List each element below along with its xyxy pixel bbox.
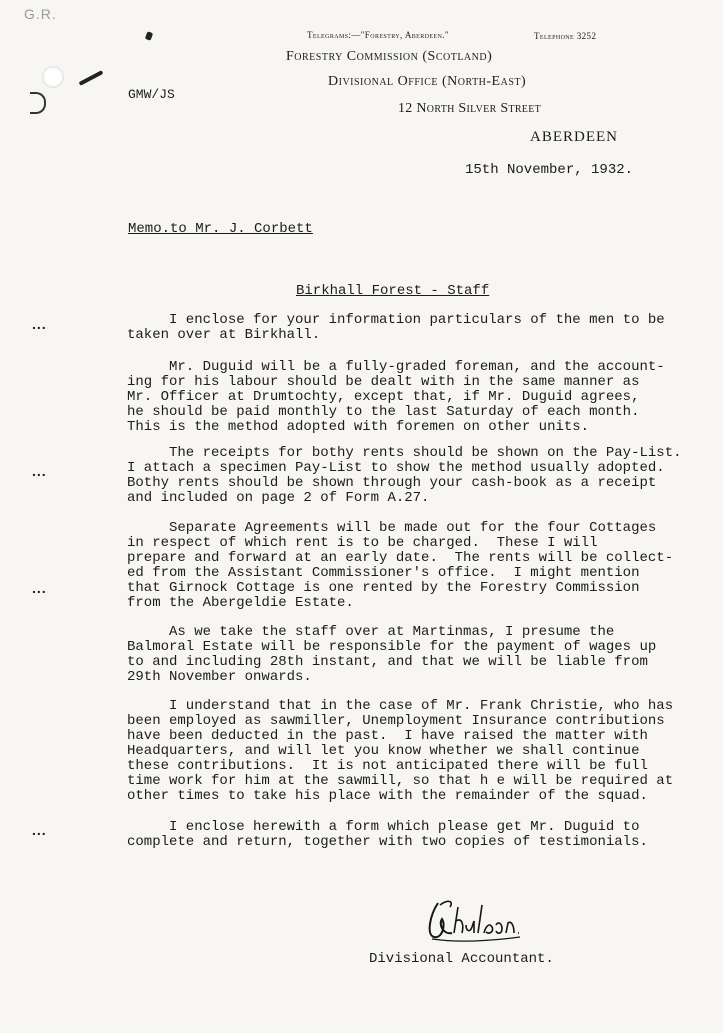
ink-mark-icon: [79, 70, 104, 86]
text-line: that Girnock Cottage is one rented by the Forestry Commission: [127, 580, 640, 596]
letterhead-street: 12 North Silver Street: [398, 101, 542, 116]
body-paragraph: [127, 820, 702, 850]
body-paragraph: [127, 446, 702, 506]
pencil-annotation: G.R.: [24, 6, 57, 22]
text-line: Headquarters, and will let you know whether we shall continue: [127, 743, 640, 759]
text-line: Balmoral Estate will be responsible for the payment of wages up: [127, 639, 657, 655]
letterhead-organisation: Forestry Commission (Scotland): [286, 49, 493, 64]
handwritten-signature-icon: [420, 895, 530, 950]
text-line: these contributions. It is not anticipated there will be full: [127, 758, 648, 774]
text-line: taken over at Birkhall.: [127, 327, 321, 343]
text-line: Mr. Duguid will be a fully-graded foreman, and the account-: [127, 359, 665, 375]
text-line: other times to take his place with the remainder of the squad.: [127, 788, 648, 804]
body-paragraph: [127, 699, 702, 804]
text-line: prepare and forward at an early date. The rents will be collect-: [127, 550, 674, 566]
letterhead-telephone: Telephone 3252: [534, 31, 597, 41]
letterhead-office: Divisional Office (North-East): [328, 74, 527, 89]
text-line: complete and return, together with two copies of testimonials.: [127, 834, 648, 850]
subject-heading: Birkhall Forest - Staff: [296, 283, 490, 299]
text-line: from the Abergeldie Estate.: [127, 595, 354, 611]
text-line: As we take the staff over at Martinmas, I presume the: [127, 624, 615, 640]
text-line: I enclose herewith a form which please get Mr. Duguid to: [127, 819, 640, 835]
margin-dots: ...: [32, 463, 47, 479]
text-line: 29th November onwards.: [127, 669, 312, 685]
body-paragraph: [127, 625, 702, 685]
body-paragraph: [127, 313, 702, 343]
memo-recipient: Memo.to Mr. J. Corbett: [128, 221, 313, 237]
margin-dots: ...: [32, 580, 47, 596]
text-line: Mr. Officer at Drumtochty, except that, if Mr. Duguid agrees,: [127, 389, 640, 405]
margin-dots: ...: [32, 316, 47, 332]
text-line: I enclose for your information particulars of the men to be: [127, 312, 665, 328]
body-paragraph: [127, 360, 702, 435]
text-line: Separate Agreements will be made out for the four Cottages: [127, 520, 657, 536]
text-line: have been deducted in the past. I have raised the matter with: [127, 728, 648, 744]
text-line: ed from the Assistant Commissioner's office. I might mention: [127, 565, 640, 581]
text-line: ing for his labour should be dealt with in the same manner as: [127, 374, 640, 390]
binding-mark-icon: [30, 92, 46, 114]
letterhead-telegrams: Telegrams:—"Forestry, Aberdeen.": [307, 30, 449, 40]
ink-spot-icon: [145, 31, 153, 41]
text-line: and included on page 2 of Form A.27.: [127, 490, 430, 506]
margin-dots: ...: [32, 822, 47, 838]
text-line: time work for him at the sawmill, so that h e will be required at: [127, 773, 674, 789]
body-paragraph: [127, 521, 702, 611]
text-line: Bothy rents should be shown through your cash-book as a receipt: [127, 475, 657, 491]
text-line: he should be paid monthly to the last Saturday of each month.: [127, 404, 640, 420]
signatory-title: Divisional Accountant.: [369, 951, 554, 967]
text-line: in respect of which rent is to be charged. These I will: [127, 535, 598, 551]
reference-code: GMW/JS: [128, 87, 175, 102]
text-line: I understand that in the case of Mr. Frank Christie, who has: [127, 698, 674, 714]
letterhead-city: ABERDEEN: [530, 129, 618, 145]
punch-hole-icon: [42, 66, 64, 88]
text-line: This is the method adopted with foremen on other units.: [127, 419, 590, 435]
letter-date: 15th November, 1932.: [465, 162, 634, 178]
text-line: been employed as sawmiller, Unemployment Insurance contributions: [127, 713, 665, 729]
text-line: to and including 28th instant, and that we will be liable from: [127, 654, 648, 670]
text-line: The receipts for bothy rents should be shown on the Pay-List.: [127, 445, 682, 461]
text-line: I attach a specimen Pay-List to show the method usually adopted.: [127, 460, 665, 476]
